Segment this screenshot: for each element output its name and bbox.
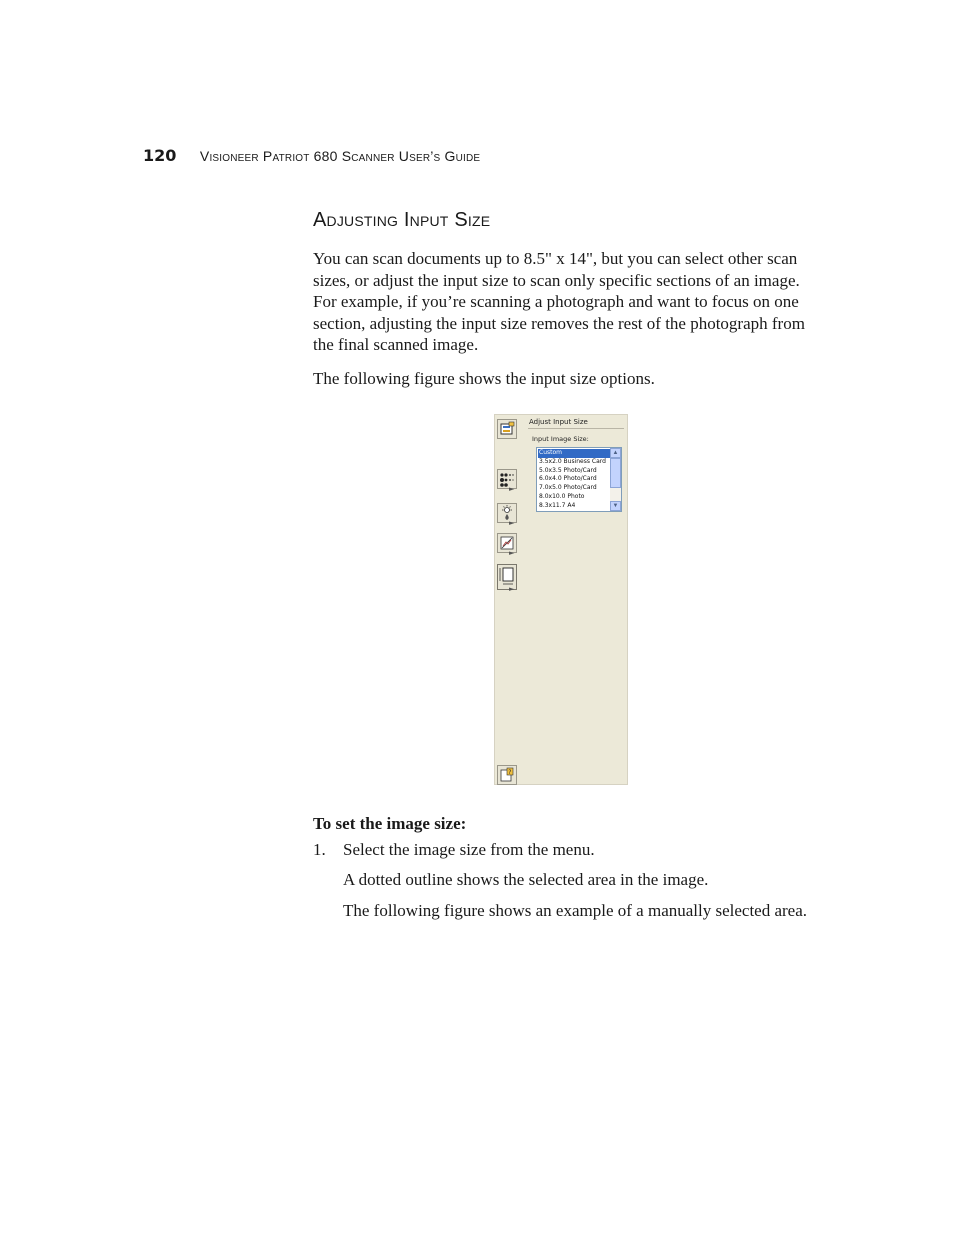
listbox-items (538, 449, 610, 511)
adjust-input-size-panel (494, 414, 628, 785)
help-icon[interactable] (497, 765, 517, 785)
list-item[interactable]: 3.5x2.0 Business Card (539, 457, 606, 465)
procedure-title: To set the image size: (313, 814, 467, 833)
input-image-size-listbox[interactable] (536, 447, 622, 512)
input-image-size-label: Input Image Size: (532, 435, 589, 443)
chevron-right-icon: ► (509, 485, 515, 493)
figure-intro-paragraph: The following figure shows the input size options. (313, 369, 655, 388)
scanner-settings-icon[interactable] (497, 419, 517, 439)
section-heading: Adjusting Input Size (313, 209, 491, 231)
list-item[interactable]: 8.0x10.0 Photo (539, 492, 585, 500)
title-divider (528, 428, 624, 429)
panel-title: Adjust Input Size (529, 418, 588, 426)
running-header (143, 146, 480, 166)
scroll-up-icon[interactable]: ▲ (610, 448, 621, 458)
step-number: 1. (313, 840, 326, 859)
list-item[interactable]: 8.3x11.7 A4 (539, 501, 576, 509)
listbox-scrollbar[interactable] (610, 448, 621, 511)
list-item[interactable]: 7.0x5.0 Photo/Card (539, 484, 597, 492)
step-note-1: A dotted outline shows the selected area in the image. (343, 870, 709, 889)
scroll-down-icon[interactable]: ▼ (610, 501, 621, 511)
list-item[interactable]: 6.0x4.0 Photo/Card (539, 475, 597, 483)
list-item[interactable]: Custom (538, 449, 610, 458)
step-note-2: The following figure shows an example of a manually selected area. (343, 901, 808, 920)
scroll-thumb[interactable] (610, 458, 621, 488)
step-text: Select the image size from the menu. (343, 840, 595, 859)
chevron-right-icon: ► (509, 549, 515, 557)
intro-paragraph: You can scan documents up to 8.5" x 14", but you can select other scan sizes, or adjust the input size to scan only specific sections of an image. For example, if you’re scanning a photograph and want to focus on one section, adjusting the input size removes the rest of the photograph from the final scanned image. (313, 249, 805, 354)
svg-text:?: ? (508, 769, 512, 776)
list-item[interactable]: 5.0x3.5 Photo/Card (539, 466, 597, 474)
chevron-right-icon: ► (509, 585, 515, 593)
procedure-step-1 (313, 840, 595, 860)
running-title: Visioneer Patriot 680 Scanner User’s Guide (199, 148, 481, 164)
chevron-right-icon: ► (509, 519, 515, 527)
page-number: 120 (143, 146, 177, 165)
